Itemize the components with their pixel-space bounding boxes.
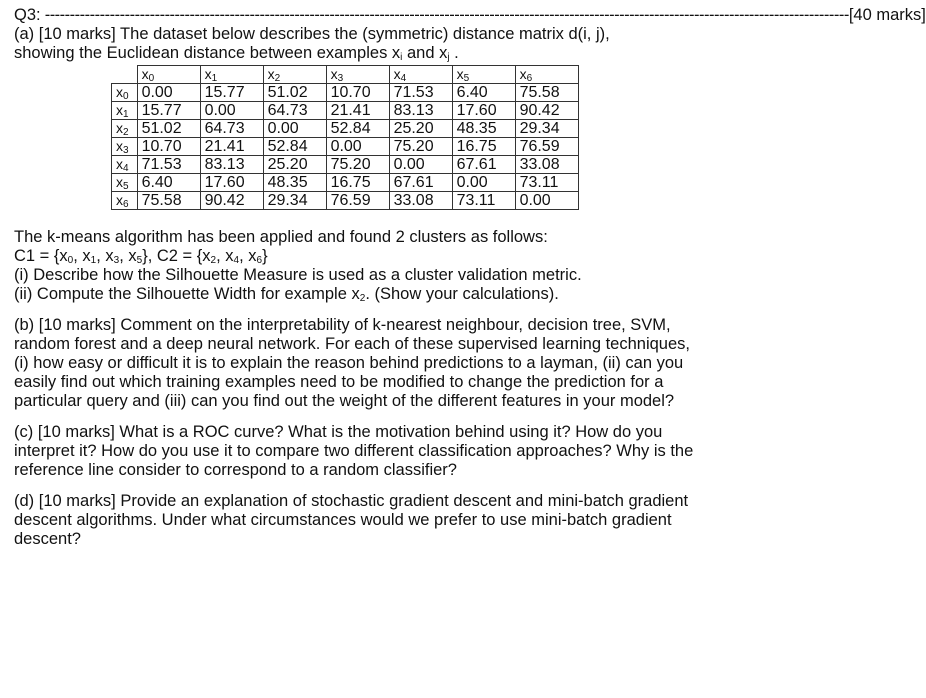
- distance-cell: 17.60: [200, 174, 263, 192]
- distance-cell: 71.53: [389, 84, 452, 102]
- column-header: $x_6$: [515, 66, 578, 84]
- distance-cell: 64.73: [200, 120, 263, 138]
- row-header: $x_6$: [112, 192, 138, 210]
- distance-cell: 48.35: [263, 174, 326, 192]
- row-header: $x_0$: [112, 84, 138, 102]
- exam-question: [14, 6, 926, 549]
- distance-cell: 21.41: [326, 102, 389, 120]
- distance-cell: 76.59: [515, 138, 578, 156]
- distance-cell: 75.58: [515, 84, 578, 102]
- distance-cell: 6.40: [452, 84, 515, 102]
- column-header: $x_3$: [326, 66, 389, 84]
- distance-cell: 83.13: [200, 156, 263, 174]
- table-row: [112, 174, 579, 192]
- distance-cell: 0.00: [326, 138, 389, 156]
- distance-cell: 0.00: [452, 174, 515, 192]
- distance-cell: 75.20: [389, 138, 452, 156]
- column-header: $x_4$: [389, 66, 452, 84]
- distance-cell: 6.40: [137, 174, 200, 192]
- distance-cell: 0.00: [263, 120, 326, 138]
- distance-cell: 64.73: [263, 102, 326, 120]
- part-b-text: (b) [10 marks] Comment on the interpretability of k-nearest neighbour, decision tree, SVM, random forest and a deep neural network. For each of these supervised learning techniques, (i) how easy or difficult it is to explain the reason behind predictions to a layman, (ii) can you easily find out which training examples need to be modified to change the prediction for a particular query and (iii) can you find out the weight of the different features in your model?: [14, 316, 690, 410]
- part-d-text: (d) [10 marks] Provide an explanation of stochastic gradient descent and mini-batch gradient descent algorithms. Under what circumstances would we prefer to use mini-batch gradient descent?: [14, 492, 689, 548]
- column-header: $x_5$: [452, 66, 515, 84]
- distance-cell: 67.61: [389, 174, 452, 192]
- distance-cell: 73.11: [452, 192, 515, 210]
- distance-cell: 67.61: [452, 156, 515, 174]
- header-divider: -----------------------------------------------------------------------------------------------------------------------------------------------------------------: [40, 6, 849, 24]
- cluster-definitions: $C1 = \{x_0$, $x_1$, $x_3$, $x_5$}, $C2 = \{x_2$, $x_4$, $x_6$}: [14, 247, 268, 266]
- distance-cell: 73.11: [515, 174, 578, 192]
- table-row: [112, 138, 579, 156]
- distance-cell: 15.77: [200, 84, 263, 102]
- row-header: $x_4$: [112, 156, 138, 174]
- distance-cell: 29.34: [263, 192, 326, 210]
- distance-cell: 16.75: [326, 174, 389, 192]
- distance-cell: 0.00: [200, 102, 263, 120]
- distance-cell: 25.20: [389, 120, 452, 138]
- table-row: [112, 120, 579, 138]
- column-header: $x_1$: [200, 66, 263, 84]
- kmeans-statement: The k-means algorithm has been applied and found 2 clusters as follows:: [14, 228, 548, 246]
- row-header: $x_1$: [112, 102, 138, 120]
- distance-cell: 16.75: [452, 138, 515, 156]
- part-c-text: (c) [10 marks] What is a ROC curve? What is the motivation behind using it? How do you interpret it? How do you use it to compare two different classification approaches? Why is the reference line consider to correspond to a random classifier?: [14, 423, 694, 479]
- table-row: [112, 156, 579, 174]
- distance-cell: 17.60: [452, 102, 515, 120]
- distance-cell: 52.84: [263, 138, 326, 156]
- distance-cell: 75.58: [137, 192, 200, 210]
- distance-cell: 15.77: [137, 102, 200, 120]
- row-header: $x_3$: [112, 138, 138, 156]
- distance-cell: 10.70: [137, 138, 200, 156]
- distance-cell: 51.02: [137, 120, 200, 138]
- part-a-subquestion-ii: (ii) Compute the Silhouette Width for example $x_2$. (Show your calculations).: [14, 285, 559, 304]
- table-row: [112, 192, 579, 210]
- question-number: Q3:: [14, 6, 41, 24]
- distance-cell: 0.00: [515, 192, 578, 210]
- row-header: $x_5$: [112, 174, 138, 192]
- distance-cell: 33.08: [515, 156, 578, 174]
- part-a-intro-line-2: showing the Euclidean distance between examples $x_i$ and $x_j$ .: [14, 44, 459, 63]
- distance-cell: 21.41: [200, 138, 263, 156]
- distance-cell: 29.34: [515, 120, 578, 138]
- question-marks: [40 marks]: [848, 6, 926, 24]
- distance-cell: 90.42: [200, 192, 263, 210]
- distance-matrix-header-row: [112, 66, 579, 84]
- distance-cell: 10.70: [326, 84, 389, 102]
- distance-cell: 0.00: [389, 156, 452, 174]
- distance-cell: 75.20: [326, 156, 389, 174]
- distance-cell: 25.20: [263, 156, 326, 174]
- column-header: $x_2$: [263, 66, 326, 84]
- part-a-subquestion-i: (i) Describe how the Silhouette Measure is used as a cluster validation metric.: [14, 266, 582, 284]
- row-header: $x_2$: [112, 120, 138, 138]
- distance-cell: 48.35: [452, 120, 515, 138]
- distance-matrix-table: [111, 65, 579, 210]
- distance-cell: 76.59: [326, 192, 389, 210]
- distance-cell: 33.08: [389, 192, 452, 210]
- distance-cell: 0.00: [137, 84, 200, 102]
- table-row: [112, 102, 579, 120]
- question-header: [14, 6, 926, 25]
- distance-cell: 51.02: [263, 84, 326, 102]
- column-header: $x_0$: [137, 66, 200, 84]
- distance-cell: 52.84: [326, 120, 389, 138]
- distance-matrix-body: [112, 84, 579, 210]
- table-corner-cell: [112, 66, 138, 84]
- table-row: [112, 84, 579, 102]
- distance-cell: 83.13: [389, 102, 452, 120]
- distance-cell: 71.53: [137, 156, 200, 174]
- distance-cell: 90.42: [515, 102, 578, 120]
- part-a-intro-line-1: (a) [10 marks] The dataset below describes the (symmetric) distance matrix d(i, j),: [14, 25, 610, 43]
